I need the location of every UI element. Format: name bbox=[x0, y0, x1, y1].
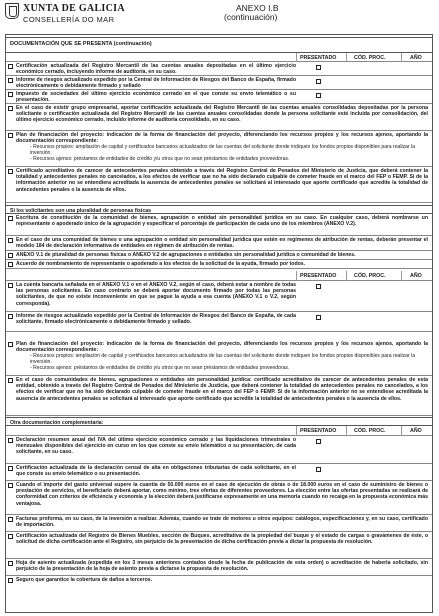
org-dept: CONSELLERÍA DO MAR bbox=[23, 15, 115, 24]
section1-title: DOCUMENTACIÓN QUE SE PRESENTA (continuación) bbox=[10, 41, 152, 47]
section2-header bbox=[6, 205, 432, 214]
item-text: Hoja de asiento actualizada (expedida en los 3 meses anteriores contados desde la fecha de publicación de esta orden) o acreditación de haberla solicitado, sin perjuicio de la presentación de la hoja de asiento previa a dictarse la propuesta de resolución. bbox=[16, 560, 428, 573]
list-item bbox=[6, 236, 432, 251]
item-checkbox[interactable] bbox=[8, 561, 13, 566]
item-checkbox[interactable] bbox=[8, 92, 13, 97]
item-checkbox[interactable] bbox=[8, 216, 13, 221]
column-divider bbox=[401, 271, 402, 281]
list-item bbox=[6, 214, 432, 236]
item-text: En el caso de existir grupo empresarial, aportar certificación actualizada del Registro Mercantil de las cuentas anuales consolidadas depositadas por la persona solicitante o certificación actualizada del Registro Mercantil de las cuentas anuales consolidadas donde la persona solicitante esté incluida por consolidación, del último ejercicio económico cerrado, incluido informe de auditoría consolidado, en su caso. bbox=[16, 105, 428, 124]
item-checkbox[interactable] bbox=[8, 314, 13, 319]
presentado-checkbox[interactable] bbox=[316, 65, 321, 70]
item-checkbox[interactable] bbox=[8, 133, 13, 138]
section2-title: Si los solicitantes son una pluralidad de personas físicas bbox=[10, 207, 151, 214]
item-text: ANEXO V.1 de pluralidad de personas físicas o ANEXO V.2 de agrupaciones o entidades sin personalidad jurídica o comunidad de bienes. bbox=[16, 252, 356, 258]
section2-columns bbox=[6, 271, 432, 281]
column-divider bbox=[346, 271, 347, 281]
presentado-checkbox[interactable] bbox=[316, 315, 321, 320]
item-checkbox[interactable] bbox=[8, 169, 13, 174]
section3-columns bbox=[6, 426, 432, 436]
presentado-checkbox[interactable] bbox=[316, 93, 321, 98]
item-checkbox[interactable] bbox=[8, 238, 13, 243]
presentado-checkbox[interactable] bbox=[316, 79, 321, 84]
item-text: Informe de riesgos actualizado expedido por la Central de Información de Riesgos del Banco de España, de cada solicitante, firmado electrónicamente o debidamente firmado y sellado. bbox=[16, 313, 296, 326]
column-divider bbox=[401, 426, 402, 436]
list-item bbox=[6, 90, 432, 104]
item-text: Acuerdo de nombramiento de representante o apoderado a los efectos de la solicitud de la ayuda, firmado por todos. bbox=[16, 261, 306, 267]
annex-title: ANEXO I.B bbox=[236, 3, 279, 13]
item-text: Impuesto de sociedades del último ejercicio económico cerrado en el que conste su envío telemático o su presentación. bbox=[16, 91, 296, 104]
column-divider bbox=[296, 271, 297, 281]
col-cod-proc: CÓD. PROC. bbox=[354, 273, 386, 279]
item-text: En el caso de comunidades de bienes, agrupaciones o entidades sin personalidad jurídica: certificado acreditativo de carecer de antecedentes penales de esta entidad, obtenido a través del Registro Central de Penados del Ministerio de Justicia, que deberá contener la totalidad de antecedentes penales no cancelados, a los efectos de verificar que no ha sido declarado culpable de cometer fraude en el marco del FEP o FEMP. Si de la información anterior no se entendiese acreditada la ausencia de antecedentes penales se solicitará al interesado que aporte certificado que acredite la totalidad de antecedentes penales o la ausencia de ellos. bbox=[16, 377, 428, 402]
item-text: Certificado acreditativo de carecer de antecedentes penales obtenido a través del Registro Central de Penados del Ministerio de Justicia, que deberá contener la totalidad y antecedentes penales no cancelados, a los efectos de verificar que no ha sido declarado culpable de cometer fraude en el marco del FEP o FEMP. Si de la información anterior no se entendiera acreditada la ausencia de antecedentes penales se solicitará al interesado que aporte certificado que acredite la totalidad de antecedentes penales o la ausencia de ellos. bbox=[16, 168, 428, 193]
list-item bbox=[6, 436, 432, 464]
item-text: Certificación actualizada del Registro de Bienes Muebles, sección de Buques, acreditativa de la propiedad del buque y el estado de cargas o gravámenes de éste, o solicitud de dicha certificación ante el Registro, sin perjuicio de la presentación de dicha certificación previa a dictar la propuesta de resolución. bbox=[16, 533, 428, 546]
item-text: Plan de financiación del proyecto: indicación de la forma de financiación del proyecto, diferenciando los recursos propios y los recursos ajenos, aportando la documentación correspondiente: bbox=[16, 341, 428, 354]
list-item bbox=[6, 576, 432, 586]
list-item bbox=[6, 332, 432, 376]
plan-sub-own: - Recursos propios: ampliación de capital y certificados bancarios actualizados de las cuentas del solicitante donde indiquen los fondos propios disponibles para realizar la inversión. bbox=[30, 353, 416, 366]
plan-sub-external: - Recursos ajenos: préstamos de entidades de crédito y/u otros que no sean préstamos de entidades proveedoras. bbox=[30, 156, 290, 162]
section1-header bbox=[6, 37, 432, 53]
list-item bbox=[6, 62, 432, 76]
item-checkbox[interactable] bbox=[8, 64, 13, 69]
item-text: En el caso de una comunidad de bienes o una agrupación o entidad sin personalidad jurídica que estén en regímenes de atribución de rentas, deberán presentar el modelo 184 de declaración informativa de entidades en régimen de atribución de rentas. bbox=[16, 237, 428, 250]
column-divider bbox=[346, 53, 347, 62]
column-divider bbox=[296, 426, 297, 436]
list-item bbox=[6, 260, 432, 269]
annex-subtitle: (continuación) bbox=[224, 12, 278, 22]
plan-sub-external: - Recursos ajenos: préstamos de entidades de crédito y/u otros que no sean préstamos de entidades proveedoras. bbox=[30, 365, 290, 371]
item-text: Cuando el importe del gasto universal supere la cuantía de 50.000 euros en el caso de ejecución de obras o de 18.000 euros en el caso de suministro de bienes o prestación de servicios, el beneficiario deberá aportar, como mínimo, tres ofertas de diferentes proveedores. La elección entre las ofertas presentadas se realizará de conformidad con criterios de eficiencia y economía y la elección deberá justificarse expresamente en una memoria cuando no recaiga en la propuesta económica más ventajosa. bbox=[16, 482, 428, 507]
list-item bbox=[6, 281, 432, 312]
item-checkbox[interactable] bbox=[8, 466, 13, 471]
col-cod-proc: CÓD. PROC. bbox=[354, 428, 386, 434]
item-checkbox[interactable] bbox=[8, 342, 13, 347]
col-presentado: PRESENTADO bbox=[300, 273, 337, 279]
col-ano: AÑO bbox=[410, 55, 422, 61]
list-item bbox=[6, 131, 432, 167]
item-text: Facturas proforma, en su caso, de la inversión a realizar. Además, cuando se trate de motores u otros equipos: catálogos, especificaciones y, en su caso, certificado de importación. bbox=[16, 516, 428, 529]
plan-sub-own: - Recursos propios: ampliación de capital y certificados bancarios actualizados de las cuentas del solicitante donde indiquen los fondos propios disponibles para realizar la inversión. bbox=[30, 144, 416, 157]
col-presentado: PRESENTADO bbox=[300, 428, 337, 434]
item-checkbox[interactable] bbox=[8, 78, 13, 83]
xunta-shield-icon bbox=[5, 3, 19, 19]
column-divider bbox=[296, 53, 297, 62]
list-item bbox=[6, 464, 432, 481]
list-item bbox=[6, 167, 432, 203]
presentado-checkbox[interactable] bbox=[316, 467, 321, 472]
presentado-checkbox[interactable] bbox=[316, 284, 321, 289]
item-checkbox[interactable] bbox=[8, 262, 13, 267]
document-header bbox=[0, 0, 439, 30]
list-item bbox=[6, 481, 432, 515]
section3-header bbox=[6, 417, 432, 426]
item-text: Plan de financiación del proyecto: indicación de la forma de financiación del proyecto, diferenciando los recursos propios y los recursos ajenos, aportando la documentación correspondiente: bbox=[16, 132, 428, 145]
list-item bbox=[6, 76, 432, 90]
list-item bbox=[6, 515, 432, 532]
list-item bbox=[6, 559, 432, 576]
item-text: Informe de riesgos actualizado expedido por la Central de Información de Riesgos del Banco de España, firmado electrónicamente o debidamente firmado y sellado bbox=[16, 77, 296, 90]
col-presentado: PRESENTADO bbox=[300, 55, 337, 61]
item-checkbox[interactable] bbox=[8, 106, 13, 111]
section1-columns bbox=[6, 53, 432, 62]
item-checkbox[interactable] bbox=[8, 253, 13, 258]
item-text: Seguro que garantice la cobertura de daños a terceros. bbox=[16, 577, 153, 583]
item-checkbox[interactable] bbox=[8, 283, 13, 288]
item-text: Certificación actualizada de la declaración censal de alta en obligaciones tributarias de cada solicitante, en el que conste su envío telemático o su presentación. bbox=[16, 465, 296, 478]
col-ano: AÑO bbox=[410, 273, 422, 279]
col-ano: AÑO bbox=[410, 428, 422, 434]
list-item bbox=[6, 376, 432, 416]
presentado-checkbox[interactable] bbox=[316, 439, 321, 444]
item-checkbox[interactable] bbox=[8, 438, 13, 443]
list-item bbox=[6, 312, 432, 332]
item-checkbox[interactable] bbox=[8, 578, 13, 583]
org-name: XUNTA DE GALICIA bbox=[23, 3, 125, 14]
item-checkbox[interactable] bbox=[8, 378, 13, 383]
item-text: Certificación actualizada del Registro Mercantil de las cuentas anuales depositadas en el último ejercicio económico cerrado, incluyendo informe de auditoría, en su caso. bbox=[16, 63, 296, 76]
column-divider bbox=[346, 426, 347, 436]
item-text: La cuenta bancaria señalada en el ANEXO V.1 o en el ANEXO V.2, según el caso, deberá estar a nombre de todas las personas solicitantes. En caso contrario se deberá aportar documento firmado por todas las personas solicitantes, de que no existe inconveniente en que se pague la ayuda a esa cuenta (ANEXO V.1 o V.2, según corresponda). bbox=[16, 282, 296, 307]
list-item bbox=[6, 104, 432, 131]
list-item bbox=[6, 251, 432, 260]
item-text: Escritura de constitución de la comunidad de bienes, agrupación o entidad sin personalidad jurídica en su caso. En cualquier caso, deberá nombrarse un representante o apoderado único de la agrupación y especificar el porcentaje de participación de cada uno de los miembros (ANEXO V.2). bbox=[16, 215, 428, 228]
section3-title: Otra documentación complementaria: bbox=[10, 419, 104, 426]
item-text: Declaración resumen anual del IVA del último ejercicio económico cerrado y las liquidaciones trimestrales o mensuales disponibles del ejercicio en curso en los que conste su envío telemático o su presentación, de cada solicitante, en su caso. bbox=[16, 437, 296, 456]
item-checkbox[interactable] bbox=[8, 483, 13, 488]
list-item bbox=[6, 532, 432, 559]
document-form bbox=[5, 34, 433, 613]
column-divider bbox=[401, 53, 402, 62]
item-checkbox[interactable] bbox=[8, 517, 13, 522]
col-cod-proc: CÓD. PROC. bbox=[354, 55, 386, 61]
item-checkbox[interactable] bbox=[8, 534, 13, 539]
